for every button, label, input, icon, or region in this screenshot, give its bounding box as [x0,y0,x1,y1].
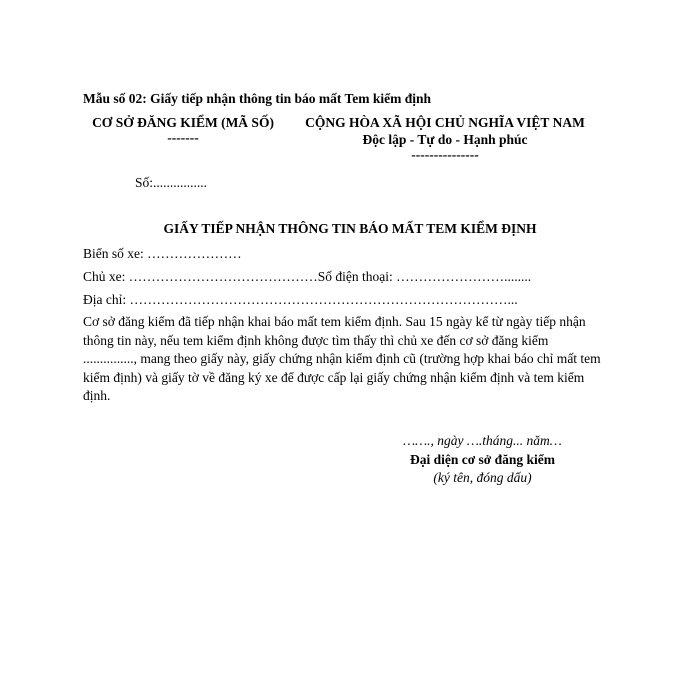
org-divider: ------- [167,130,199,145]
nation-divider: --------------- [411,147,479,162]
nation-name: CỘNG HÒA XÃ HỘI CHỦ NGHĨA VIỆT NAM [305,115,585,130]
body-paragraph: Cơ sở đăng kiểm đã tiếp nhận khai báo mất tem kiểm định. Sau 15 ngày kể từ ngày tiếp nhận thông tin này, nếu tem kiểm định không được tìm thấy thì chủ xe đến cơ sở đăng kiểm ..............., mang theo giấy này, giấy chứng nhận kiểm định cũ (trường hợp khai báo chỉ mất tem kiểm định) và giấy tờ về đăng ký xe để được cấp lại giấy chứng nhận kiểm định và tem kiểm định. [83,314,601,403]
date-line: ……., ngày ….tháng... năm… [403,433,562,448]
address-field: Địa chỉ: …………………………………………………………………………... [83,292,518,307]
document-title: GIẤY TIẾP NHẬN THÔNG TIN BÁO MẤT TEM KIỂM ĐỊNH [163,221,537,236]
signer-title: Đại diện cơ sở đăng kiểm [409,451,556,467]
document-number-field: Số:................ [135,175,208,190]
owner-phone-field: Chủ xe: ……………………………………Số điện thoại: ……………………........ [83,269,532,284]
org-name: CƠ SỞ ĐĂNG KIỂM (MÃ SỐ) [92,115,274,130]
org-header-block [88,114,278,144]
signature-note: (ký tên, đóng dấu) [433,470,532,485]
form-number-heading: Mẫu số 02: Giấy tiếp nhận thông tin báo mất Tem kiểm định [83,91,432,106]
license-plate-field: Biển số xe: ………………… [83,246,242,261]
signature-block [380,432,585,488]
nation-motto: Độc lập - Tự do - Hạnh phúc [362,132,528,147]
national-motto-block [287,114,603,161]
